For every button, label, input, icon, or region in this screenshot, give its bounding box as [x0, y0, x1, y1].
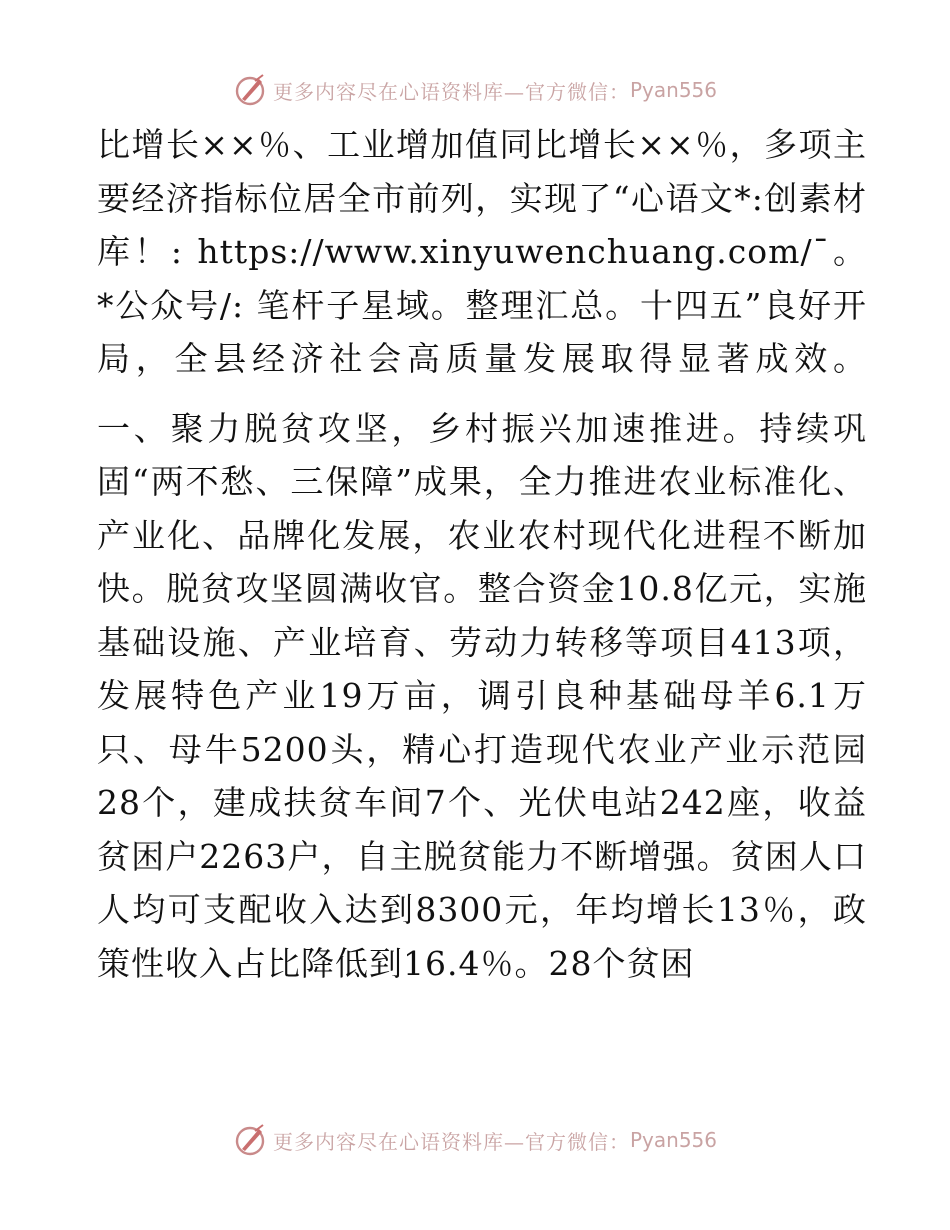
header-banner — [0, 70, 950, 110]
footer-banner — [0, 1120, 950, 1160]
banner-text: 更多内容尽在心语资料库—官方微信： — [272, 79, 630, 104]
quill-logo-icon — [233, 73, 267, 107]
banner-wechat-id: Pyan556 — [629, 1128, 717, 1152]
document-body — [97, 118, 867, 990]
banner-wechat-id: Pyan556 — [629, 78, 717, 102]
quill-logo-icon — [233, 1123, 267, 1157]
paragraph-intro: 比增长××％、工业增加值同比增长××％，多项主要经济指标位居全市前列，实现了“心语文*:创素材库！: https://www.xinyuwenchuang.com/¯。*公众号/: 笔杆子星域。整理汇总。十四五”良好开局，全县经济社会高质量发展取得显著成效。 — [97, 125, 867, 378]
banner-text: 更多内容尽在心语资料库—官方微信： — [272, 1129, 630, 1154]
paragraph-poverty-alleviation: 一、聚力脱贫攻坚，乡村振兴加速推进。持续巩固“两不愁、三保障”成果，全力推进农业标准化、产业化、品牌化发展，农业农村现代化进程不断加快。脱贫攻坚圆满收官。整合资金10.8亿元，实施基础设施、产业培育、劳动力转移等项目413项，发展特色产业19万亩，调引良种基础母羊6.1万只、母牛5200头，精心打造现代农业产业示范园28个，建成扶贫车间7个、光伏电站242座，收益贫困户2263户，自主脱贫能力不断增强。贫困人口人均可支配收入达到8300元，年均增长13％，政策性收入占比降低到16.4％。28个贫困 — [97, 408, 867, 983]
